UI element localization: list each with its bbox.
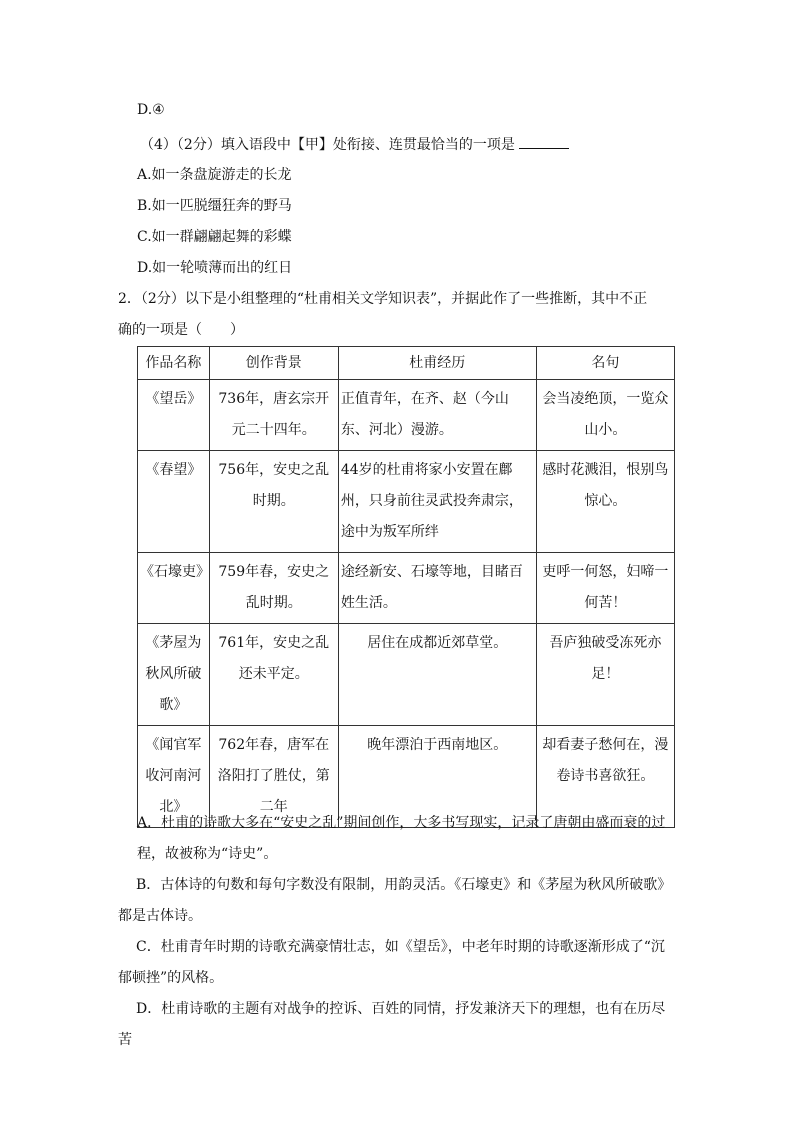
table-cell-background: 736年，唐玄宗开元二十四年。	[209, 380, 338, 451]
table-cell-background: 762年春，唐军在洛阳打了胜仗，第二年	[209, 726, 338, 828]
table-cell-quote: 会当凌绝顶，一览众山小。	[536, 380, 674, 451]
table-cell-experience: 晚年漂泊于西南地区。	[338, 726, 536, 828]
q1-option-d[interactable]: D.④	[137, 102, 165, 118]
dufu-knowledge-table	[137, 346, 675, 828]
table-cell-experience: 44岁的杜甫将家小安置在鄜州，只身前往灵武投奔肃宗，途中为叛军所绊	[338, 451, 536, 553]
table-header-row	[138, 347, 675, 380]
table-cell-experience: 途经新安、石壕等地，目睹百姓生活。	[338, 553, 536, 624]
table-row	[138, 380, 675, 451]
table-row	[138, 624, 675, 726]
table-row	[138, 451, 675, 553]
q2-option-a[interactable]: A．杜甫的诗歌大多在“安史之乱”期间创作，大多书写现实，记录了唐朝由盛而衰的过程，故被称为“诗史”。	[137, 815, 666, 862]
table-cell-experience: 居住在成都近郊草堂。	[338, 624, 536, 726]
table-cell-experience: 正值青年，在齐、赵（今山东、河北）漫游。	[338, 380, 536, 451]
q1-sub4-option-a[interactable]: A.如一条盘旋游走的长龙	[137, 167, 292, 183]
answer-blank[interactable]	[519, 134, 569, 149]
table-header-cell: 杜甫经历	[338, 347, 536, 380]
table-cell-work: 《春望》	[138, 451, 210, 553]
table-header-cell: 创作背景	[209, 347, 338, 380]
table-header-cell: 作品名称	[138, 347, 210, 380]
table-cell-quote: 却看妻子愁何在，漫卷诗书喜欲狂。	[536, 726, 674, 828]
q2-stem-line1: 2．（2分）以下是小组整理的“杜甫相关文学知识表”，并据此作了一些推断，其中不正	[118, 291, 648, 307]
q1-sub4-option-c[interactable]: C.如一群翩翩起舞的彩蝶	[137, 229, 292, 245]
table-cell-work: 《闻官军收河南河北》	[138, 726, 210, 828]
table-cell-quote: 感时花溅泪，恨别鸟惊心。	[536, 451, 674, 553]
table-cell-quote: 吾庐独破受冻死亦足！	[536, 624, 674, 726]
q2-option-d[interactable]: D．杜甫诗歌的主题有对战争的控诉、百姓的同情，抒发兼济天下的理想，也有在历尽苦	[118, 1001, 666, 1048]
table-row	[138, 553, 675, 624]
table-cell-background: 759年春，安史之乱时期。	[209, 553, 338, 624]
q1-sub4-option-b[interactable]: B.如一匹脱缰狂奔的野马	[137, 198, 292, 214]
q1-sub4-option-d[interactable]: D.如一轮喷薄而出的红日	[137, 260, 293, 276]
q2-option-b[interactable]: B．古体诗的句数和每句字数没有限制，用韵灵活。《石壕吏》和《茅屋为秋风所破歌》都是古体诗。	[118, 877, 672, 924]
table-cell-work: 《石壕吏》	[138, 553, 210, 624]
q2-stem-line2: 确的一项是（ ）	[118, 322, 244, 338]
table-cell-work: 《望岳》	[138, 380, 210, 451]
table-cell-background: 756年，安史之乱时期。	[209, 451, 338, 553]
table-cell-quote: 吏呼一何怒，妇啼一何苦！	[536, 553, 674, 624]
q2-option-c[interactable]: C．杜甫青年时期的诗歌充满豪情壮志，如《望岳》，中老年时期的诗歌逐渐形成了“沉郁顿挫”的风格。	[118, 939, 665, 986]
q1-sub4-stem-text: （4）（2分）填入语段中【甲】处衔接、连贯最恰当的一项是	[140, 137, 515, 153]
q1-sub4-stem	[140, 134, 569, 155]
table-header-cell: 名句	[536, 347, 674, 380]
table-cell-background: 761年，安史之乱还未平定。	[209, 624, 338, 726]
table-cell-work: 《茅屋为秋风所破歌》	[138, 624, 210, 726]
